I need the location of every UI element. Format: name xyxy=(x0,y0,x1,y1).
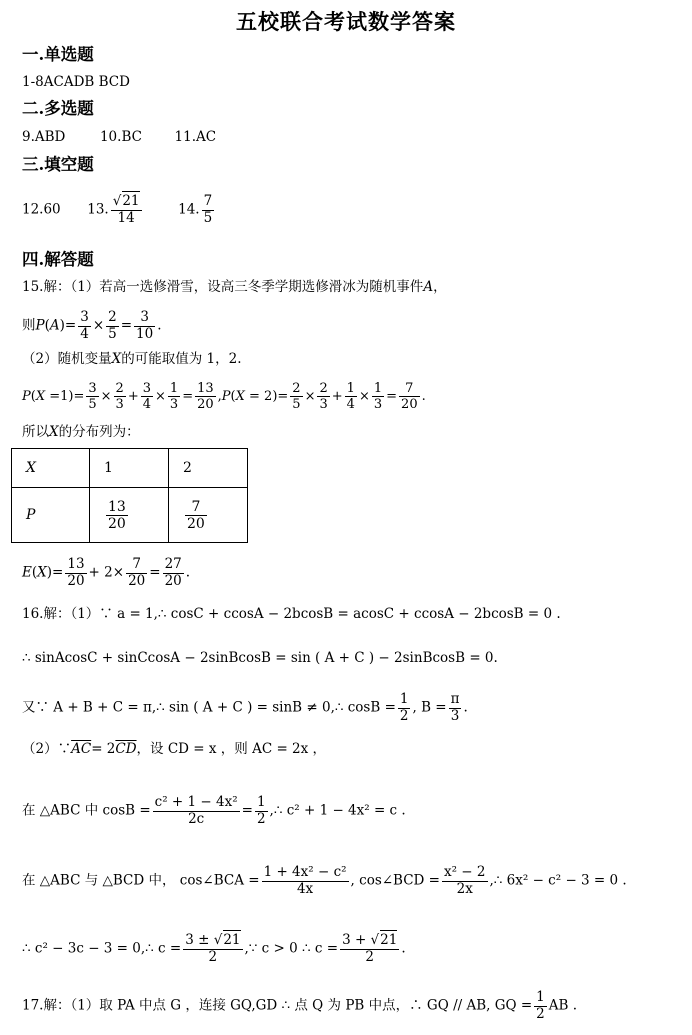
den: 20 xyxy=(108,515,126,532)
x: X xyxy=(37,564,47,581)
den: 20 xyxy=(67,572,85,589)
num: 2 xyxy=(319,381,328,396)
fraction xyxy=(185,499,207,532)
num: 1 xyxy=(373,381,383,396)
den: 3 xyxy=(169,397,179,412)
table-cell: 1 xyxy=(90,449,169,488)
num: 7 xyxy=(126,557,147,574)
q16-line-5 xyxy=(22,795,406,827)
text: ∴ c² − 3c − 3 = 0,∴ c = xyxy=(22,940,182,957)
times: × xyxy=(304,389,316,404)
num: 3 xyxy=(142,381,152,396)
multiple-choice-answers xyxy=(22,127,216,147)
den: 20 xyxy=(187,515,205,532)
fraction xyxy=(65,557,86,589)
num: c² + 1 − 4x² xyxy=(154,794,238,810)
answer-14-fraction xyxy=(202,194,215,226)
q15-eq: )= xyxy=(59,317,77,334)
den: 5 xyxy=(88,397,97,412)
x: X xyxy=(235,389,245,404)
text: , B = xyxy=(412,699,447,716)
period: . xyxy=(401,940,406,957)
fraction xyxy=(534,990,547,1022)
num: 3 xyxy=(80,309,89,325)
num: 1 + 4x² − c² xyxy=(263,864,347,880)
num: 13 xyxy=(197,381,214,396)
table-cell: 2 xyxy=(169,449,248,488)
text: （2）∵ xyxy=(22,741,72,757)
period: . xyxy=(463,699,468,716)
fraction xyxy=(78,310,91,342)
den: 2x xyxy=(456,880,473,897)
den: 20 xyxy=(164,572,182,589)
q15-lparen: ( xyxy=(44,317,50,334)
fraction xyxy=(153,795,240,827)
q15-then: 则 xyxy=(22,317,36,334)
fraction xyxy=(399,381,420,412)
den: 3 xyxy=(115,397,124,412)
num: 3 xyxy=(88,381,97,396)
den: 2 xyxy=(399,707,409,724)
num: 1 xyxy=(169,381,179,396)
fraction: $\frac{3 \pm √21}{2}$ xyxy=(185,932,241,965)
q15-line-3 xyxy=(22,349,241,369)
equals: = xyxy=(120,317,133,334)
den: 10 xyxy=(136,325,154,342)
table-cell: P xyxy=(12,488,90,543)
den: 4x xyxy=(296,880,314,897)
num: x² − 2 xyxy=(443,864,486,880)
den: 2 xyxy=(536,1005,545,1022)
num: 7 xyxy=(399,381,420,397)
fraction xyxy=(398,692,411,724)
vector-cd: $\overline{CD}$ xyxy=(115,741,137,757)
fraction xyxy=(168,381,180,412)
x: X xyxy=(35,389,46,404)
so: 所以 xyxy=(22,424,49,440)
fraction xyxy=(114,381,126,412)
fraction xyxy=(262,865,349,897)
q16-line-2: ∴ sinAcosC + sinCcosA − 2sinBcosB = sin ( A + C ) − 2sinBcosB = 0. xyxy=(22,650,498,666)
den: 5 xyxy=(108,325,117,342)
eq: = 2)= xyxy=(244,389,289,404)
period: . xyxy=(421,389,426,404)
lparen: ( xyxy=(30,389,36,404)
q15-line-1 xyxy=(22,277,447,297)
num-prefix: 3 ± xyxy=(185,932,210,948)
den: 2c xyxy=(188,810,205,827)
radicand: 21 xyxy=(380,932,398,948)
p: P xyxy=(22,389,31,404)
text: 在 △ABC 与 △BCD 中， cos∠BCA = xyxy=(22,872,260,889)
q15-line-4 xyxy=(22,381,426,412)
eq: )= xyxy=(46,564,64,581)
q15-line-2 xyxy=(22,310,162,342)
distribution-label: 的分布列为： xyxy=(58,424,140,440)
num: 1 xyxy=(346,381,355,396)
answer-14-denominator: 5 xyxy=(203,209,213,226)
equals: = xyxy=(182,389,194,404)
section-heading-solutions: 四.解答题 xyxy=(22,250,94,269)
answer-13-denominator: 14 xyxy=(117,209,135,226)
den: 20 xyxy=(128,572,146,589)
fraction xyxy=(345,381,357,412)
den: 20 xyxy=(197,397,214,412)
den: 2 xyxy=(365,948,374,965)
comma: , xyxy=(217,389,222,404)
answer-13-label: 13. xyxy=(87,201,109,218)
den: 3 xyxy=(373,397,383,412)
fraction xyxy=(126,557,147,589)
num: 13 xyxy=(67,556,85,572)
table-row xyxy=(12,488,248,543)
q17-line-1 xyxy=(22,990,577,1022)
text: 在 △ABC 中 cosB = xyxy=(22,802,151,819)
lparen: ( xyxy=(31,564,38,581)
q15-var-x: X xyxy=(49,424,59,440)
table-cell xyxy=(90,488,169,543)
q15-a: A xyxy=(49,317,60,334)
times: × xyxy=(358,389,370,404)
times: × xyxy=(155,389,166,404)
q15-p: P xyxy=(35,317,45,334)
answer-11: 11.AC xyxy=(174,129,217,145)
times: × xyxy=(100,389,112,404)
text: ,∵ c > 0 ∴ c = xyxy=(244,940,339,957)
fraction xyxy=(449,692,462,724)
fraction xyxy=(163,557,184,589)
text: AB . xyxy=(548,997,578,1014)
q15-line-5 xyxy=(22,422,140,442)
text: , cos∠BCD = xyxy=(350,872,440,889)
fraction xyxy=(141,381,153,412)
q15-line-1-text: 15.解：（1）若高一选修滑雪，设高三冬季学期选修滑冰为随机事件 xyxy=(22,279,424,295)
equals: = xyxy=(386,389,398,404)
num: 2 xyxy=(115,381,124,396)
equals: = xyxy=(149,564,161,581)
den: 4 xyxy=(80,325,89,342)
table-cell xyxy=(169,488,248,543)
q16-line-3 xyxy=(22,692,468,724)
plus: + xyxy=(127,389,139,404)
den: 4 xyxy=(142,397,152,412)
num: 2 xyxy=(108,309,117,325)
period: . xyxy=(185,564,191,581)
fraction xyxy=(255,795,268,827)
text: ,∴ 6x² − c² − 3 = 0 . xyxy=(489,872,627,889)
num: 13 xyxy=(108,498,126,515)
page-title: 五校联合考试数学答案 xyxy=(236,9,456,34)
answer-13-radicand: 21 xyxy=(122,193,140,209)
q16-line-1: 16.解：（1）∵ a = 1,∴ cosC + ccosA − 2bcosB = acosC + ccosA − 2bcosB = 0 . xyxy=(22,606,561,622)
fraction xyxy=(195,381,216,412)
answer-14-numerator: 7 xyxy=(203,193,213,209)
answer-9: 9.ABD xyxy=(22,129,66,145)
text: 又∵ A + B + C = π,∴ sin ( A + C ) = sinB ≠ 0,∴ cosB = xyxy=(22,699,396,716)
den: 4 xyxy=(346,397,355,412)
single-choice-answers: 1-8ACADB BCD xyxy=(22,74,130,90)
lparen: ( xyxy=(230,389,236,404)
q15-line-3-end: 的可能取值为 1，2. xyxy=(121,351,242,367)
num: 27 xyxy=(164,556,182,572)
radicand: 21 xyxy=(223,932,241,948)
den: 5 xyxy=(292,397,301,412)
q16-line-6 xyxy=(22,865,627,897)
text: 17.解：（1）取 PA 中点 G ，连接 GQ,GD ∴ 点 Q 为 PB 中点，∴ GQ // AB, GQ = xyxy=(22,997,533,1014)
fraction xyxy=(86,381,98,412)
e: E xyxy=(22,564,32,581)
eq: =1)= xyxy=(45,389,85,404)
answer-14-label: 14. xyxy=(178,201,200,218)
fraction xyxy=(317,381,329,412)
fraction xyxy=(372,381,384,412)
vector-ac: $\overline{AC}$ xyxy=(71,741,92,757)
fraction xyxy=(290,381,302,412)
num: 2 xyxy=(292,381,301,396)
plus: + xyxy=(331,389,343,404)
num: 7 xyxy=(185,499,207,516)
table-cell: X xyxy=(12,449,90,488)
plus-two-times: + 2× xyxy=(88,564,125,581)
den: 2 xyxy=(208,948,218,965)
den: 2 xyxy=(256,810,266,827)
p: P xyxy=(221,389,231,404)
fraction xyxy=(106,499,128,532)
section-heading-single-choice: 一.单选题 xyxy=(22,45,94,64)
q16-line-7 xyxy=(22,933,406,965)
table-row xyxy=(12,449,248,488)
num: 1 xyxy=(399,691,409,707)
text: = 2 xyxy=(91,741,116,757)
period: . xyxy=(157,317,162,334)
q15-var-a: A xyxy=(423,279,434,295)
answer-13-fraction: $\frac{√21}{14}$ xyxy=(112,193,140,226)
section-heading-multiple-choice: 二.多选题 xyxy=(22,99,94,118)
num: 1 xyxy=(536,989,545,1005)
equals: = xyxy=(241,802,253,819)
num: 1 xyxy=(256,794,266,810)
den: 3 xyxy=(319,397,328,412)
answer-12: 12.60 xyxy=(22,201,61,218)
section-heading-fill-blank: 三.填空题 xyxy=(22,155,94,174)
fraction xyxy=(134,310,155,342)
q15-var-x: X xyxy=(111,351,122,367)
fraction xyxy=(106,310,119,342)
answer-10: 10.BC xyxy=(99,129,142,145)
den: 3 xyxy=(450,707,460,724)
text: ，设 CD = x ，则 AC = 2x ， xyxy=(136,741,327,757)
num-prefix: 3 + xyxy=(342,932,367,948)
q15-expectation xyxy=(22,557,190,589)
text: ,∴ c² + 1 − 4x² = c . xyxy=(269,802,406,819)
fill-blank-answers xyxy=(22,194,216,226)
num: π xyxy=(450,691,460,707)
times: × xyxy=(92,317,105,334)
q16-line-4 xyxy=(22,739,326,759)
distribution-table xyxy=(11,448,248,543)
q15-line-3-text: （2）随机变量 xyxy=(22,351,112,367)
fraction xyxy=(442,865,488,897)
q15-line-1-end: ， xyxy=(433,279,447,295)
fraction: $\frac{3 + √21}{2}$ xyxy=(342,932,398,965)
den: 20 xyxy=(401,397,418,412)
num: 3 xyxy=(134,310,155,327)
